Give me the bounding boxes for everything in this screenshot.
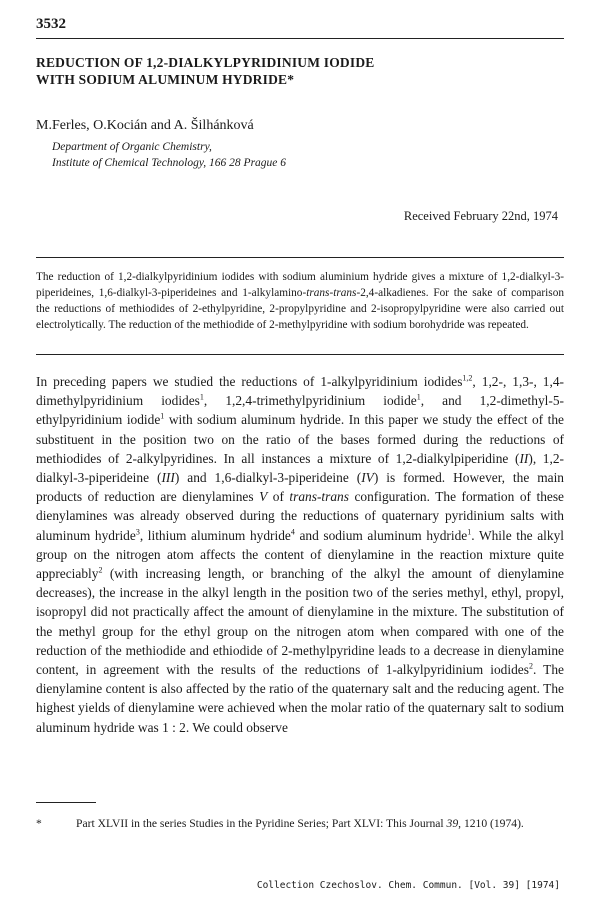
abstract-text: The reduction of 1,2-dialkylpyridinium iodides with sodium aluminium hydride gives a mixture of 1,2-dialkyl-3-piperideines, 1,6-dialkyl-3-piperideines and 1-alkylamino- xyxy=(36,271,564,300)
abstract-text: -2,4-alkadienes. For the sake of comparison the reductions of methiodides of 2-ethylpyridine, 2-propylpyridine and 2-isopropylpyridine were also carried out electrolytically. The reduction of the methiodide of 2-methylpyridine with sodium borohydride was repeated. xyxy=(36,287,564,332)
reference: 2 xyxy=(528,661,533,671)
body-paragraph: In preceding papers we studied the reductions of 1-alkylpyridinium iodides$^{1,2}$, 1,2-, 1,3-, 1,4-dimethylpyridinium iodides$^1$, 1,2,4-trimethylpyridinium iodide$^1$, and 1,2-dimethyl-5-ethylpyridinium iodide$^1$ with sodium aluminum hydride. In this paper we study the effect of the substituent in the position two on the ratio of the bases formed during the reductions of methiodides of 2-alkylpyridines. In all instances a mixture of 1,2-dialkylpiperidine (II), 1,2-dialkyl-3-piperideine (III) and 1,6-dialkyl-3-piperideine (IV) is formed. However, the main products of reduction are dienylamines V of trans-trans configuration. The formation of these dienylamines was already observed during the reductions of quaternary pyridinium salts with aluminum hydride$^3$, lithium aluminum hydride$^4$ and sodium aluminum hydride$^1$. While the alkyl group on the nitrogen atom affects the content of dienylamine in the reaction mixture quite appreciably$^2$ (with increasing length, or branching of the alkyl the amount of dienylamine decreases), the increase in the alkyl length in the position two of the series methyl, ethyl, propyl, isopropyl did not practically affect the amount of dienylamine in the mixture. The substitution of the methyl group for the ethyl group on the nitrogen atom when compared with one of the reduction of the methiodide and ethiodide of 2-methylpyridine leads to a decrease in dienylamine content, in agreement with the results of the reductions of 1-alkylpyridinium iodides$^2$. The dienylamine content is also affected by the ratio of the quaternary salt and the reducing agent. The highest yields of dienylamine were achieved when the molar ratio of the quaternary salt to sodium aluminum hydride was 1 : 2. We could observe xyxy=(36,373,565,735)
reference: 2 xyxy=(98,565,103,575)
reference: 1 xyxy=(160,411,165,421)
abstract-top-rule xyxy=(36,257,564,258)
received-date: Received February 22nd, 1974 xyxy=(403,209,558,223)
reference: 4 xyxy=(290,527,295,537)
compound-label: IV xyxy=(361,470,374,486)
reference: 3 xyxy=(135,527,140,537)
footnote-rule xyxy=(36,802,96,803)
title-line: REDUCTION OF 1,2-DIALKYLPYRIDINIUM IODIDE xyxy=(36,55,375,70)
footnote-marker: * xyxy=(36,817,42,830)
affiliation-line: Institute of Chemical Technology, 166 28 Prague 6 xyxy=(52,157,287,169)
reference: 1 xyxy=(416,392,421,402)
reference: 1 xyxy=(199,392,204,402)
compound-label: II xyxy=(519,450,529,466)
reference: 1,2 xyxy=(462,373,473,383)
journal-footer: Collection Czechoslov. Chem. Commun. [Vol. 39] [1974] xyxy=(256,880,560,891)
affiliation xyxy=(52,139,286,171)
configuration-label: trans-trans xyxy=(289,489,349,505)
compound-label: III xyxy=(161,470,175,486)
page-number: 3532 xyxy=(36,16,66,32)
abstract-bottom-rule xyxy=(36,354,564,355)
authors: M.Ferles, O.Kocián and A. Šilhánková xyxy=(36,118,254,133)
footnote: * Part XLVII in the series Studies in the Pyridine Series; Part XLVI: This Journal 39, 1210 (1974). xyxy=(36,816,564,833)
compound-label: V xyxy=(259,489,268,505)
paper-title xyxy=(36,54,556,88)
title-line: WITH SODIUM ALUMINUM HYDRIDE* xyxy=(36,72,295,87)
abstract xyxy=(36,269,564,333)
header-rule xyxy=(36,38,564,39)
abstract-italic: trans-trans xyxy=(306,287,357,300)
volume-number: 39 xyxy=(446,817,459,830)
reference: 1 xyxy=(467,527,472,537)
affiliation-line: Department of Organic Chemistry, xyxy=(52,141,212,153)
